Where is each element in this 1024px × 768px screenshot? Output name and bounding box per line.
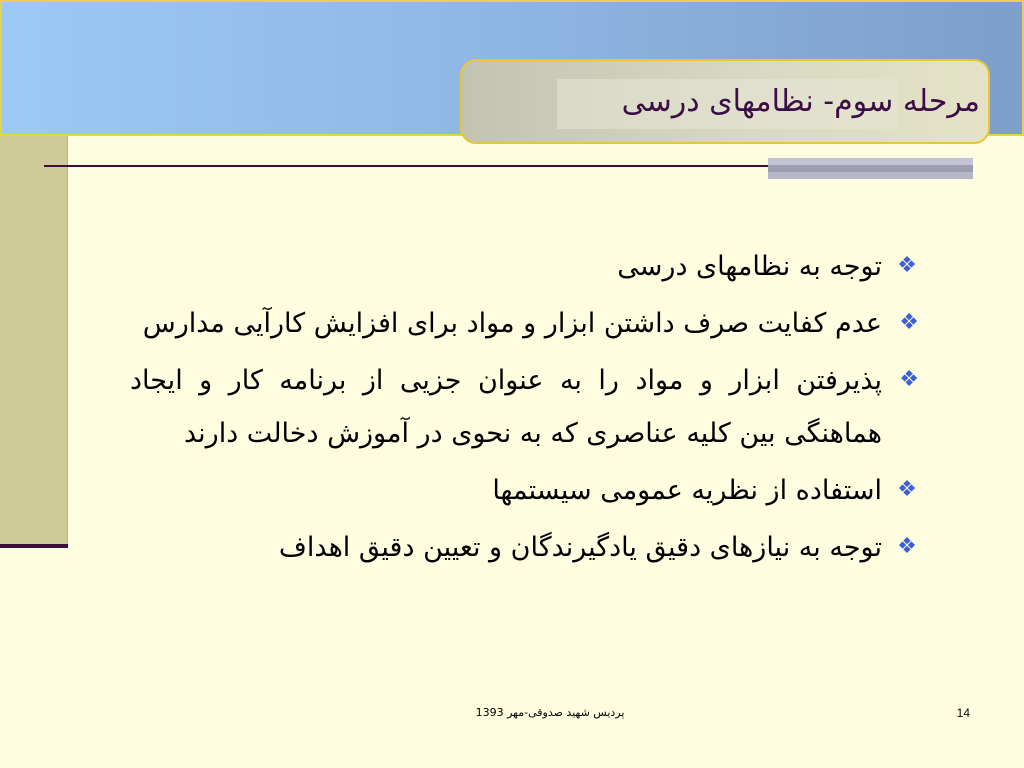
diamond-bullet-icon: ❖ <box>899 367 919 392</box>
bullet-text: استفاده از نظریه عمومی سیستمها <box>492 475 882 506</box>
left-strip-underline <box>0 544 68 548</box>
page-number: 14 <box>956 706 970 720</box>
divider-bar-stripe <box>768 158 973 165</box>
bullet-item <box>130 297 925 350</box>
bullet-item <box>130 464 925 517</box>
left-sidebar-strip <box>0 136 68 546</box>
bullet-text: عدم کفایت صرف داشتن ابزار و مواد برای افزایش کارآیی مدارس <box>142 308 882 339</box>
diamond-bullet-icon: ❖ <box>897 534 917 559</box>
bullet-list <box>130 240 925 578</box>
divider-bar-stripe <box>768 165 973 172</box>
diamond-bullet-icon: ❖ <box>897 477 917 502</box>
bullet-item <box>130 240 925 293</box>
diamond-bullet-icon: ❖ <box>899 310 919 335</box>
diamond-bullet-icon: ❖ <box>897 253 917 278</box>
title-box <box>460 59 990 144</box>
bullet-text: توجه به نیازهای دقیق یادگیرندگان و تعیین دقیق اهداف <box>278 532 882 563</box>
bullet-text: توجه به نظامهای درسی <box>617 251 882 282</box>
title-divider-line <box>44 165 769 167</box>
bullet-item <box>130 354 925 460</box>
title-divider-bar <box>768 158 973 179</box>
footer-text: پردیس شهید صدوقی-مهر 1393 <box>475 706 625 719</box>
divider-bar-stripe <box>768 172 973 179</box>
bullet-text: پذیرفتن ابزار و مواد را به عنوان جزیی از برنامه کار و ایجاد هماهنگی بین کلیه عناصری که به نحوی در آموزش دخالت دارند <box>130 365 882 449</box>
bullet-item <box>130 521 925 574</box>
slide-title: مرحله سوم- نظامهای درسی <box>621 84 980 119</box>
